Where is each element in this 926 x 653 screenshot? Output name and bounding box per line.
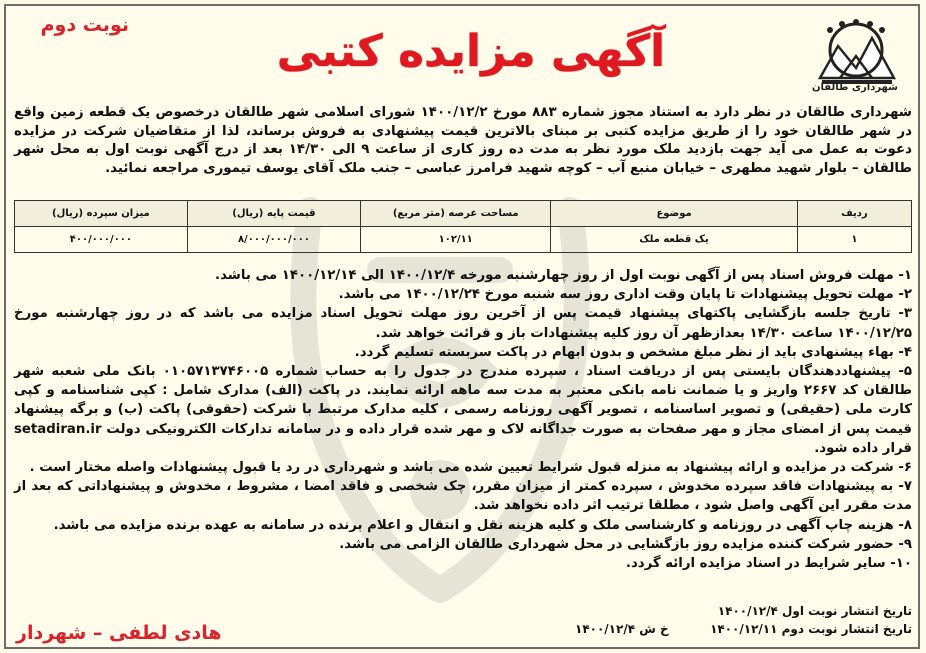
- condition-item: ۶- شرکت در مزایده و ارائه پیشنهاد به منزله قبول شرایط تعیین شده می باشد و شهرداری در رد یا قبول پیشنهادات واصله مختار است .: [29, 460, 912, 476]
- column-header-area: مساحت عرصه (متر مربع): [361, 201, 551, 227]
- condition-item: ۲- مهلت تحویل پیشنهادات تا پایان وقت اداری روز سه شنبه مورخ ۱۴۰۰/۱۲/۲۴ می باشد.: [338, 287, 912, 303]
- table-header-row: [15, 201, 912, 227]
- column-header-row-number: ردیف: [797, 201, 911, 227]
- mayor-signature: هادی لطفی – شهردار: [16, 622, 222, 644]
- page-title: آگهی مزایده کتبی: [276, 26, 666, 77]
- cell-subject: یک قطعه ملک: [551, 227, 798, 253]
- logo-caption: شهرداری طالقان: [811, 82, 898, 93]
- condition-item: ۷- به پیشنهادات فاقد سپرده مخدوش ، سپرده کمتر از میزان مقرر، چک شخصی و فاقد امضا ، مشروط ، مخدوش و پیشنهاداتی که بعد از مدت مقرر این آگهی واصل شود ، مطلقا ترتیب اثر داده نخواهد شد.: [14, 479, 912, 514]
- second-publish-date: تاریخ انتشار نوبت دوم ۱۴۰۰/۱۲/۱۱: [710, 622, 912, 636]
- condition-item: ۱- مهلت فروش اسناد پس از آگهی نوبت اول از روز چهارشنبه مورخه ۱۴۰۰/۱۲/۴ الی ۱۴۰۰/۱۲/۱۴ می باشد.: [215, 268, 912, 283]
- serial-code: خ ش ۱۴۰۰/۱۲/۴: [575, 622, 669, 636]
- condition-item: ۳- تاریخ جلسه بازگشایی پاکتهای پیشنهاد قیمت پس از آخرین روز مهلت تحویل اسناد مزایده می باشد که در روز چهارشنبه مورخ ۱۴۰۰/۱۲/۲۵ ساعت ۱۴/۳۰ بعدازظهر آن روز کلیه پیشنهادات باز و قرائت خواهد شد.: [14, 306, 912, 341]
- cell-area: ۱۰۲/۱۱: [361, 227, 551, 253]
- cell-deposit: ۴۰۰/۰۰۰/۰۰۰: [15, 227, 188, 253]
- auction-items-table: [14, 200, 912, 253]
- condition-item: ۸- هزینه چاپ آگهی در روزنامه و کارشناسی ملک و کلیه هزینه نقل و انتقال و اعلام برنده در سامانه به عهده برنده مزایده می باشد.: [53, 517, 912, 533]
- condition-item: ۹- حضور شرکت کننده مزایده روز بازگشایی در محل شهرداری طالقان الزامی می باشد.: [339, 536, 912, 552]
- intro-paragraph: شهرداری طالقان در نظر دارد به استناد مجوز شماره ۸۸۳ مورخ ۱۴۰۰/۱۲/۲ شورای اسلامی شهر طالقان درخصوص یک قطعه زمین واقع در شهر طالقان خود را از طریق مزایده کتبی بر مبنای بالاترین قیمت پیشنهادی به فروش برساند، لذا از متقاضیان شرکت در مزایده دعوت به عمل می آید جهت بازدید ملک مورد نظر به مدت ده روز کاری از ساعت ۹ الی ۱۴/۳۰ بعد از درج آگهی نوبت اول به محل شهر طالقان – بلوار شهید مطهری – خیابان منبع آب – کوچه شهید فرامرز عباسی – جنب ملک آقای یوسف تیموری مراجعه نمائید.: [14, 105, 912, 176]
- round-label: نوبت دوم: [40, 14, 129, 36]
- table-row: [15, 227, 912, 253]
- first-publish-date: تاریخ انتشار نوبت اول ۱۴۰۰/۱۲/۴: [717, 604, 912, 618]
- condition-item: ۱۰- سایر شرایط در اسناد مزایده ارائه گردد.: [625, 556, 912, 572]
- column-header-base-price: قیمت پایه (ریال): [187, 201, 360, 227]
- condition-item: ۵- پیشنهاددهندگان بایستی پس از دریافت اسناد ، سپرده مندرج در جدول را به حساب شماره ۰۱۰۵۷۱۳۷۴۶۰۰۵ بانک ملی شعبه شهر طالقان کد ۲۶۶۷ واریز و یا ضمانت نامه بانکی معتبر به مدت سه ماهه ارائه نمایند. در پاکت (الف) مدارک شامل : کپی شناسنامه و کپی کارت ملی (حقیقی) و تصویر اساسنامه ، تصویر آگهی روزنامه رسمی ، کلیه مدارک مرتبط با شرکت (حقوقی) پاکت (ب) و برگه پیشنهاد قیمت پس از امضای مجاز و مهر صفحات به صورت جداگانه لاک و مهر شده قرار داده و در سامانه تدارکات الکترونیکی دولت setadiran.ir قرار داده شود.: [14, 364, 912, 456]
- cell-base-price: ۸/۰۰۰/۰۰۰/۰۰۰: [187, 227, 360, 253]
- condition-item: ۴- بهاء پیشنهادی باید از نظر مبلغ مشخص و بدون ابهام در پاکت سربسته تسلیم گردد.: [354, 344, 912, 360]
- conditions-list: [14, 266, 912, 573]
- column-header-subject: موضوع: [551, 201, 798, 227]
- column-header-deposit: میزان سپرده (ریال): [15, 201, 188, 227]
- cell-row-number: ۱: [797, 227, 911, 253]
